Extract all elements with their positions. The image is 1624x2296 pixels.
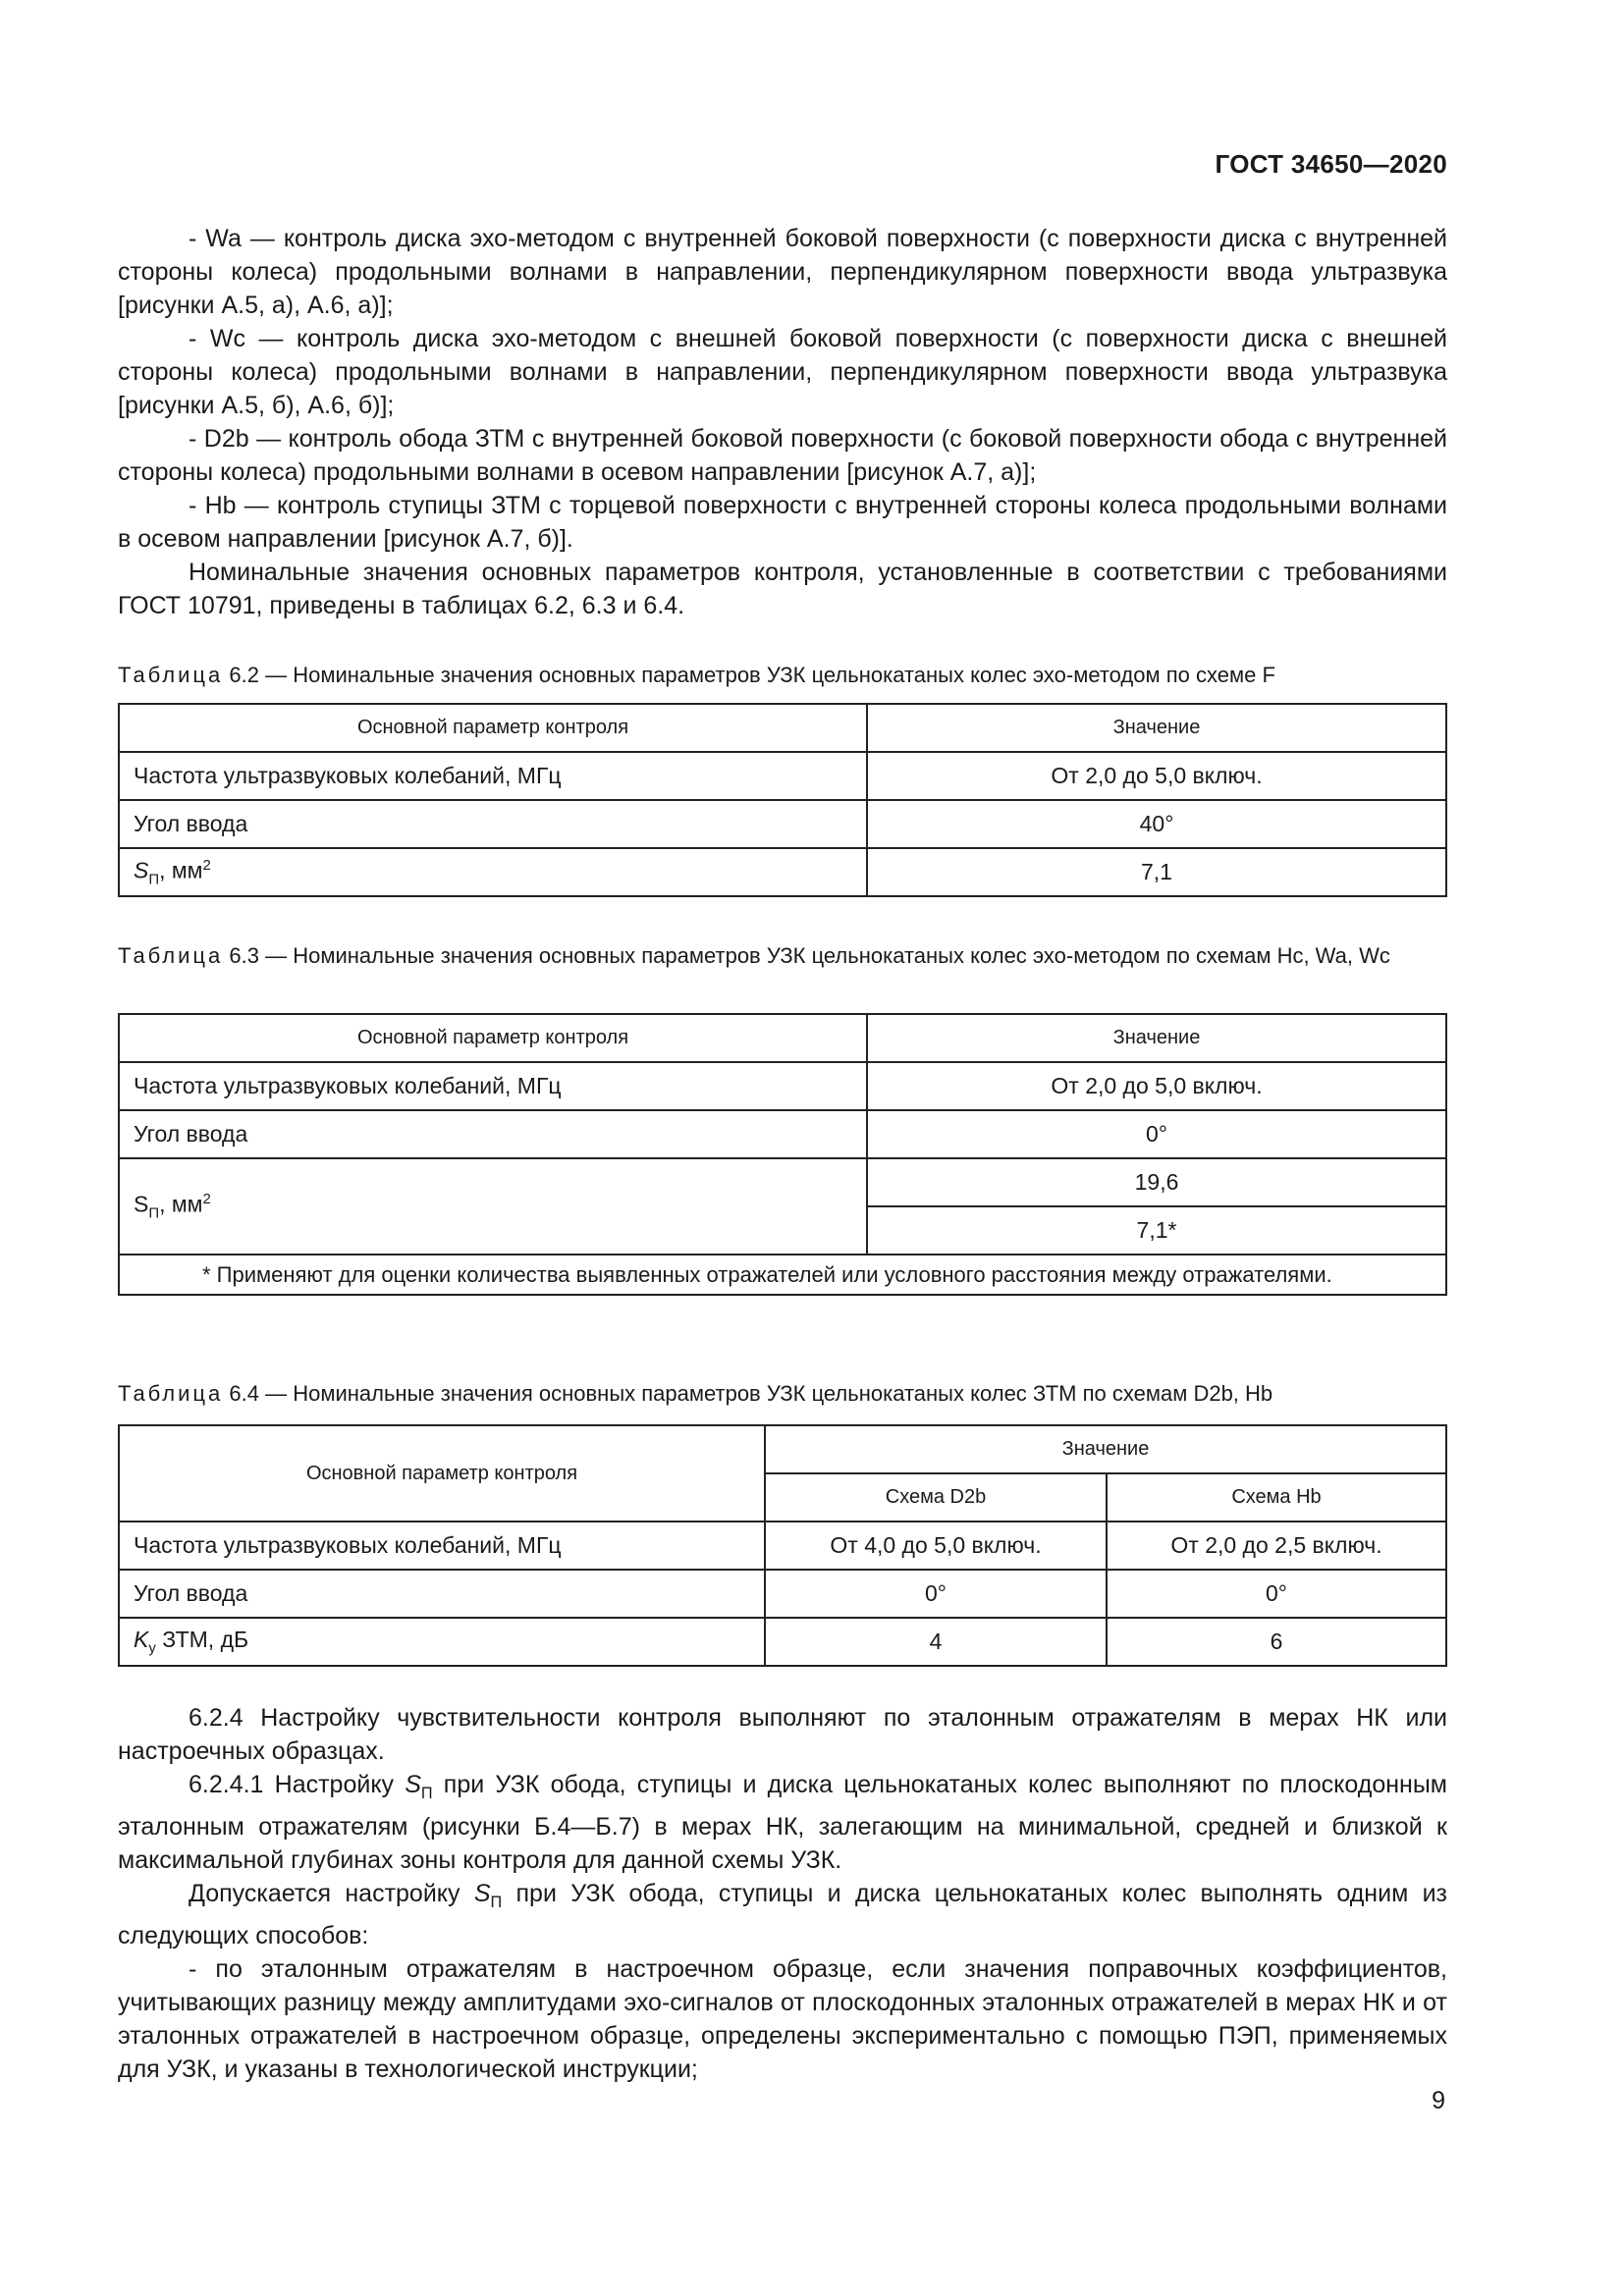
table-cell: От 2,0 до 5,0 включ. [867, 1062, 1446, 1110]
table-cell: От 2,0 до 5,0 включ. [867, 752, 1446, 800]
header-cell: Значение [765, 1425, 1446, 1473]
header-cell: Схема Hb [1107, 1473, 1446, 1522]
table-cell: 7,1* [867, 1206, 1446, 1255]
unit-sup: 2 [202, 856, 211, 874]
header-cell: Значение [867, 1014, 1446, 1062]
header-cell: Схема D2b [765, 1473, 1107, 1522]
text-run: 6.2.4.1 Настройку [189, 1771, 406, 1798]
header-cell: Основной параметр контроля [119, 1425, 765, 1522]
table-caption-text: 6.4 — Номинальные значения основных параметров УЗК цельнокатаных колес ЗТМ по схемам D2b, Hb [229, 1381, 1273, 1406]
body-text [118, 1701, 1447, 2086]
table-6-3-caption [118, 940, 1447, 971]
table-cell: Частота ультразвуковых колебаний, МГц [119, 1062, 867, 1110]
paragraph [118, 1768, 1447, 1877]
table-cell: 6 [1107, 1618, 1446, 1666]
paragraph: 6.2.4 Настройку чувствительности контроля выполняют по эталонным отражателям в мерах НК или настроечных образцах. [118, 1704, 1447, 1765]
table-cell [119, 848, 867, 896]
table-cell: Частота ультразвуковых колебаний, МГц [119, 1522, 765, 1570]
table-header-row [119, 1425, 1446, 1473]
table-6-3 [118, 1013, 1447, 1296]
table-row [119, 800, 1446, 848]
paragraph: - D2b — контроль обода ЗТМ с внутренней боковой поверхности (с боковой поверхности обода с внутренней стороны колеса) продольными волнами в осевом направлении [рисунок А.7, а)]; [118, 425, 1447, 486]
paragraph [118, 1877, 1447, 1952]
table-row [119, 1570, 1446, 1618]
table-header-row [119, 1014, 1446, 1062]
intro-text [118, 222, 1447, 622]
text-run: при УЗК обода, ступицы и диска цельнокатаных колес выполняют по плоскодонным эталонным отражателям (рисунки Б.4—Б.7) в мерах НК, залегающим на минимальной, средней и близкой к максимальной глубинах зоны контроля для данной схемы УЗК. [118, 1771, 1447, 1874]
table-label: Таблица [118, 663, 224, 687]
paragraph: - по эталонным отражателям в настроечном образце, если значения поправочных коэффициентов, учитывающих разницу между амплитудами эхо-сигналов от плоскодонных эталонных отражателей в мерах НК и от эталонных отражателей в настроечном образце, определены экспериментально с помощью ПЭП, применяемых для УЗК, и указаны в технологической инструкции; [118, 1955, 1447, 2083]
header-cell: Значение [867, 704, 1446, 752]
table-cell: 19,6 [867, 1158, 1446, 1206]
symbol-s: S [405, 1771, 421, 1798]
table-cell: Угол ввода [119, 1570, 765, 1618]
text-run: при УЗК обода, ступицы и диска цельнокатаных колес выполнять одним из следующих способов: [118, 1880, 1447, 1949]
table-6-2 [118, 703, 1447, 897]
table-caption-text: 6.3 — Номинальные значения основных параметров УЗК цельнокатаных колес эхо-методом по схемам Hc, Wa, Wc [229, 943, 1390, 968]
unit: , мм [159, 857, 203, 883]
table-note: * Применяют для оценки количества выявленных отражателей или условного расстояния между отражателями. [119, 1255, 1446, 1295]
symbol-k: K [134, 1627, 149, 1653]
table-label: Таблица [118, 943, 224, 968]
page-number: 9 [1432, 2087, 1445, 2114]
table-6-4 [118, 1424, 1447, 1667]
symbol-sub: П [420, 1785, 433, 1802]
table-cell: Частота ультразвуковых колебаний, МГц [119, 752, 867, 800]
paragraph: - Wa — контроль диска эхо-методом с внутренней боковой поверхности (с поверхности диска с внутренней стороны колеса) продольными волнами в направлении, перпендикулярном поверхности ввода ультразвука [рисунки А.5, а), А.6, а)]; [118, 225, 1447, 319]
table-cell [119, 1618, 765, 1666]
unit: ЗТМ, дБ [155, 1627, 249, 1653]
table-cell: 0° [867, 1110, 1446, 1158]
symbol-s: S [134, 857, 149, 883]
symbol-sub: П [148, 1204, 160, 1222]
unit: , мм [159, 1192, 203, 1218]
table-cell: 0° [765, 1570, 1107, 1618]
table-cell: От 2,0 до 2,5 включ. [1107, 1522, 1446, 1570]
table-cell: 7,1 [867, 848, 1446, 896]
table-6-4-caption [118, 1378, 1447, 1409]
table-row [119, 1062, 1446, 1110]
symbol-s: S [134, 1192, 149, 1218]
table-cell [119, 1158, 867, 1255]
header-cell: Основной параметр контроля [119, 1014, 867, 1062]
table-6-2-caption [118, 660, 1447, 690]
text-run: Допускается настройку [189, 1880, 474, 1907]
table-cell: Угол ввода [119, 800, 867, 848]
document-code: ГОСТ 34650—2020 [1215, 149, 1447, 179]
table-cell: 4 [765, 1618, 1107, 1666]
table-cell: От 4,0 до 5,0 включ. [765, 1522, 1107, 1570]
unit-sup: 2 [202, 1191, 211, 1208]
symbol-sub: П [490, 1894, 503, 1911]
table-header-row [119, 704, 1446, 752]
table-cell: 40° [867, 800, 1446, 848]
table-row [119, 1110, 1446, 1158]
table-caption-text: 6.2 — Номинальные значения основных параметров УЗК цельнокатаных колес эхо-методом по схеме F [229, 663, 1275, 687]
table-row [119, 1158, 1446, 1206]
paragraph: Номинальные значения основных параметров контроля, установленные в соответствии с требованиями ГОСТ 10791, приведены в таблицах 6.2, 6.3 и 6.4. [118, 559, 1447, 619]
table-row [119, 1522, 1446, 1570]
symbol-sub: у [148, 1639, 156, 1657]
paragraph: - Wc — контроль диска эхо-методом с внешней боковой поверхности (с поверхности диска с внешней стороны колеса) продольными волнами в направлении, перпендикулярном поверхности ввода ультразвука [рисунки А.5, б), А.6, б)]; [118, 325, 1447, 419]
table-note-row [119, 1255, 1446, 1295]
paragraph: - Hb — контроль ступицы ЗТМ с торцевой поверхности с внутренней стороны колеса продольными волнами в осевом направлении [рисунок А.7, б)]. [118, 492, 1447, 553]
table-row [119, 1618, 1446, 1666]
table-cell: Угол ввода [119, 1110, 867, 1158]
table-cell: 0° [1107, 1570, 1446, 1618]
header-cell: Основной параметр контроля [119, 704, 867, 752]
table-label: Таблица [118, 1381, 224, 1406]
symbol-s: S [473, 1880, 491, 1907]
symbol-sub: П [148, 871, 160, 888]
table-row [119, 848, 1446, 896]
table-row [119, 752, 1446, 800]
